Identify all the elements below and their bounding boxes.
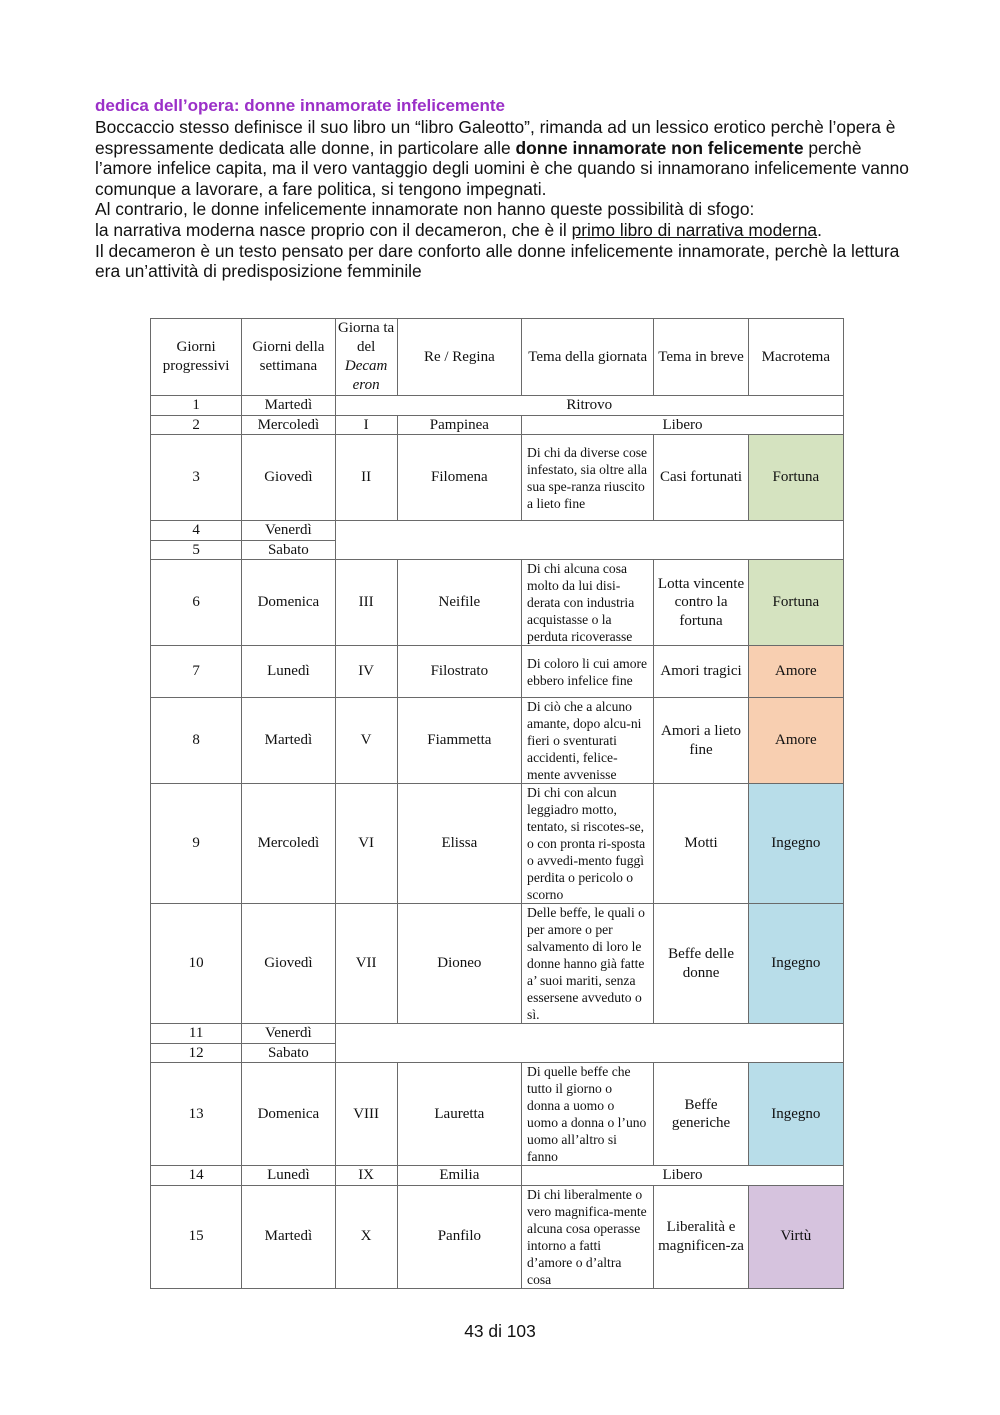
text-span: .: [817, 219, 822, 240]
cell-giornata: VI: [335, 784, 397, 904]
paragraph-line-3: [95, 220, 915, 241]
header-giornata: [335, 319, 397, 396]
cell-tema: Di coloro li cui amore ebbero infelice fine: [522, 646, 654, 698]
cell-giorno-settimana: Martedì: [242, 396, 335, 416]
bold-text: donne innamorate non felicemente: [515, 137, 804, 158]
cell-giornata: IV: [335, 646, 397, 698]
table-row: [151, 435, 844, 521]
paragraph-line-1: [95, 117, 915, 199]
text-span: la narrativa moderna nasce proprio con il decameron, che è il: [95, 219, 572, 240]
cell-giornata: I: [335, 415, 397, 435]
cell-giorno-settimana: Martedì: [242, 1185, 335, 1288]
table-row: [151, 698, 844, 784]
cell-giorno-progressivo: 15: [151, 1185, 242, 1288]
cell-tema: Di chi liberalmente o vero magnifica-mente alcuna cosa operasse intorno a fatti d’amore o d’altra cosa: [522, 1185, 654, 1288]
cell-giorno-progressivo: 10: [151, 904, 242, 1024]
cell-re-regina: Lauretta: [397, 1063, 521, 1166]
table-row: [151, 396, 844, 416]
cell-giorno-settimana: Lunedì: [242, 646, 335, 698]
table-row: [151, 415, 844, 435]
cell-tema: Di chi alcuna cosa molto da lui disi-derata con industria acquistasse o la perduta ricoverasse: [522, 560, 654, 646]
cell-re-regina: Panfilo: [397, 1185, 521, 1288]
cell-giorno-settimana: Domenica: [242, 560, 335, 646]
body-paragraph: [95, 117, 915, 282]
table-row: [151, 1043, 844, 1063]
cell-empty: [335, 521, 843, 541]
cell-macrotema: Amore: [748, 698, 843, 784]
cell-re-regina: Elissa: [397, 784, 521, 904]
cell-giorno-settimana: Venerdì: [242, 521, 335, 541]
cell-giorno-progressivo: 8: [151, 698, 242, 784]
cell-tema-breve: Liberalità e magnificen-za: [654, 1185, 748, 1288]
cell-re-regina: Filomena: [397, 435, 521, 521]
cell-giornata: III: [335, 560, 397, 646]
cell-tema-breve: Beffe delle donne: [654, 904, 748, 1024]
cell-giornata: VII: [335, 904, 397, 1024]
cell-giorno-progressivo: 1: [151, 396, 242, 416]
cell-giorno-settimana: Mercoledì: [242, 415, 335, 435]
cell-giorno-settimana: Venerdì: [242, 1024, 335, 1044]
cell-tema-breve: Lotta vincente contro la fortuna: [654, 560, 748, 646]
cell-giorno-progressivo: 5: [151, 540, 242, 560]
cell-macrotema: Amore: [748, 646, 843, 698]
table-row: [151, 1166, 844, 1186]
table-row: [151, 904, 844, 1024]
cell-tema-breve: Beffe generiche: [654, 1063, 748, 1166]
header-tema: Tema della giornata: [522, 319, 654, 396]
cell-macrotema: Fortuna: [748, 435, 843, 521]
cell-tema: Di ciò che a alcuno amante, dopo alcu-ni fieri o sventurati accidenti, felice-mente avvenisse: [522, 698, 654, 784]
paragraph-line-4: Il decameron è un testo pensato per dare conforto alle donne infelicemente innamorate, perchè la lettura era un’attività di predisposizione femminile: [95, 240, 900, 282]
header-giornata-text: Giorna ta del: [337, 320, 395, 355]
header-re-regina: Re / Regina: [397, 319, 521, 396]
cell-giorno-settimana: Sabato: [242, 540, 335, 560]
cell-giorno-settimana: Lunedì: [242, 1166, 335, 1186]
cell-giornata: VIII: [335, 1063, 397, 1166]
cell-macrotema: Ingegno: [748, 904, 843, 1024]
page-number: 43 di 103: [464, 1321, 536, 1341]
table-row: [151, 784, 844, 904]
table-row: [151, 1185, 844, 1288]
underlined-text: primo libro di narrativa moderna: [571, 219, 818, 240]
cell-tema-breve: Casi fortunati: [654, 435, 748, 521]
cell-tema-breve: Motti: [654, 784, 748, 904]
cell-giorno-progressivo: 4: [151, 521, 242, 541]
cell-tema: Di chi con alcun leggiadro motto, tentato, si riscotes-se, o con pronta ri-sposta o avvedi-mento fuggì perdita o pericolo o scorno: [522, 784, 654, 904]
cell-giorno-settimana: Mercoledì: [242, 784, 335, 904]
cell-giorno-progressivo: 2: [151, 415, 242, 435]
cell-re-regina: Pampinea: [397, 415, 521, 435]
cell-tema: Delle beffe, le quali o per amore o per salvamento di loro le donne hanno già fatte a’ suoi mariti, senza essersene avveduto o sì.: [522, 904, 654, 1024]
cell-re-regina: Fiammetta: [397, 698, 521, 784]
table-row: [151, 560, 844, 646]
cell-giornata: II: [335, 435, 397, 521]
cell-giornata: V: [335, 698, 397, 784]
text-span: perchè l’amore infelice capita, ma il vero vantaggio degli uomini è che quando si innamorano infelicemente vanno comunque a lavorare, a fare politica, si tengono impegnati.: [95, 137, 909, 199]
cell-re-regina: Neifile: [397, 560, 521, 646]
cell-giorno-settimana: Giovedì: [242, 904, 335, 1024]
cell-tema: Di quelle beffe che tutto il giorno o donna a uomo o uomo a donna o l’uno uomo all’altro si fanno: [522, 1063, 654, 1166]
cell-empty: [335, 1024, 843, 1044]
cell-span-note: Libero: [522, 415, 844, 435]
header-giorni-settimana: Giorni della settimana: [242, 319, 335, 396]
cell-macrotema: Fortuna: [748, 560, 843, 646]
paragraph-line-2: Al contrario, le donne infelicemente innamorate non hanno queste possibilità di sfogo:: [95, 199, 755, 220]
table-row: [151, 646, 844, 698]
table-row: [151, 521, 844, 541]
header-tema-breve: Tema in breve: [654, 319, 748, 396]
table-row: [151, 1024, 844, 1044]
cell-tema-breve: Amori tragici: [654, 646, 748, 698]
table-row: [151, 540, 844, 560]
cell-giorno-progressivo: 13: [151, 1063, 242, 1166]
cell-giorno-progressivo: 9: [151, 784, 242, 904]
cell-giorno-settimana: Domenica: [242, 1063, 335, 1166]
cell-giornata: X: [335, 1185, 397, 1288]
cell-tema: Di chi da diverse cose infestato, sia oltre alla sua spe-ranza riuscito a lieto fine: [522, 435, 654, 521]
cell-re-regina: Filostrato: [397, 646, 521, 698]
cell-giorno-progressivo: 6: [151, 560, 242, 646]
header-macrotema: Macrotema: [748, 319, 843, 396]
cell-re-regina: Emilia: [397, 1166, 521, 1186]
decameron-table: [150, 318, 844, 1289]
cell-giorno-settimana: Giovedì: [242, 435, 335, 521]
text-span: Boccaccio stesso definisce il suo libro un “libro Galeotto”, rimanda ad un lessico erotico perchè l’opera è espressamente dedicata alle donne, in particolare alle: [95, 117, 896, 158]
header-giornata-italic: Decam eron: [344, 358, 388, 393]
cell-giorno-progressivo: 12: [151, 1043, 242, 1063]
cell-giorno-progressivo: 3: [151, 435, 242, 521]
table-row: [151, 1063, 844, 1166]
cell-span-note: Ritrovo: [335, 396, 843, 416]
cell-empty: [335, 540, 843, 560]
cell-macrotema: Ingegno: [748, 1063, 843, 1166]
cell-giorno-progressivo: 14: [151, 1166, 242, 1186]
cell-giorno-settimana: Sabato: [242, 1043, 335, 1063]
table-header-row: [151, 319, 844, 396]
cell-giornata: IX: [335, 1166, 397, 1186]
cell-re-regina: Dioneo: [397, 904, 521, 1024]
cell-tema-breve: Amori a lieto fine: [654, 698, 748, 784]
section-heading: dedica dell’opera: donne innamorate infelicemente: [95, 96, 505, 115]
cell-macrotema: Ingegno: [748, 784, 843, 904]
header-giorni-progressivi: Giorni progressivi: [151, 319, 242, 396]
cell-macrotema: Virtù: [748, 1185, 843, 1288]
cell-giorno-progressivo: 7: [151, 646, 242, 698]
cell-span-note: Libero: [522, 1166, 844, 1186]
cell-giorno-settimana: Martedì: [242, 698, 335, 784]
cell-giorno-progressivo: 11: [151, 1024, 242, 1044]
cell-empty: [335, 1043, 843, 1063]
